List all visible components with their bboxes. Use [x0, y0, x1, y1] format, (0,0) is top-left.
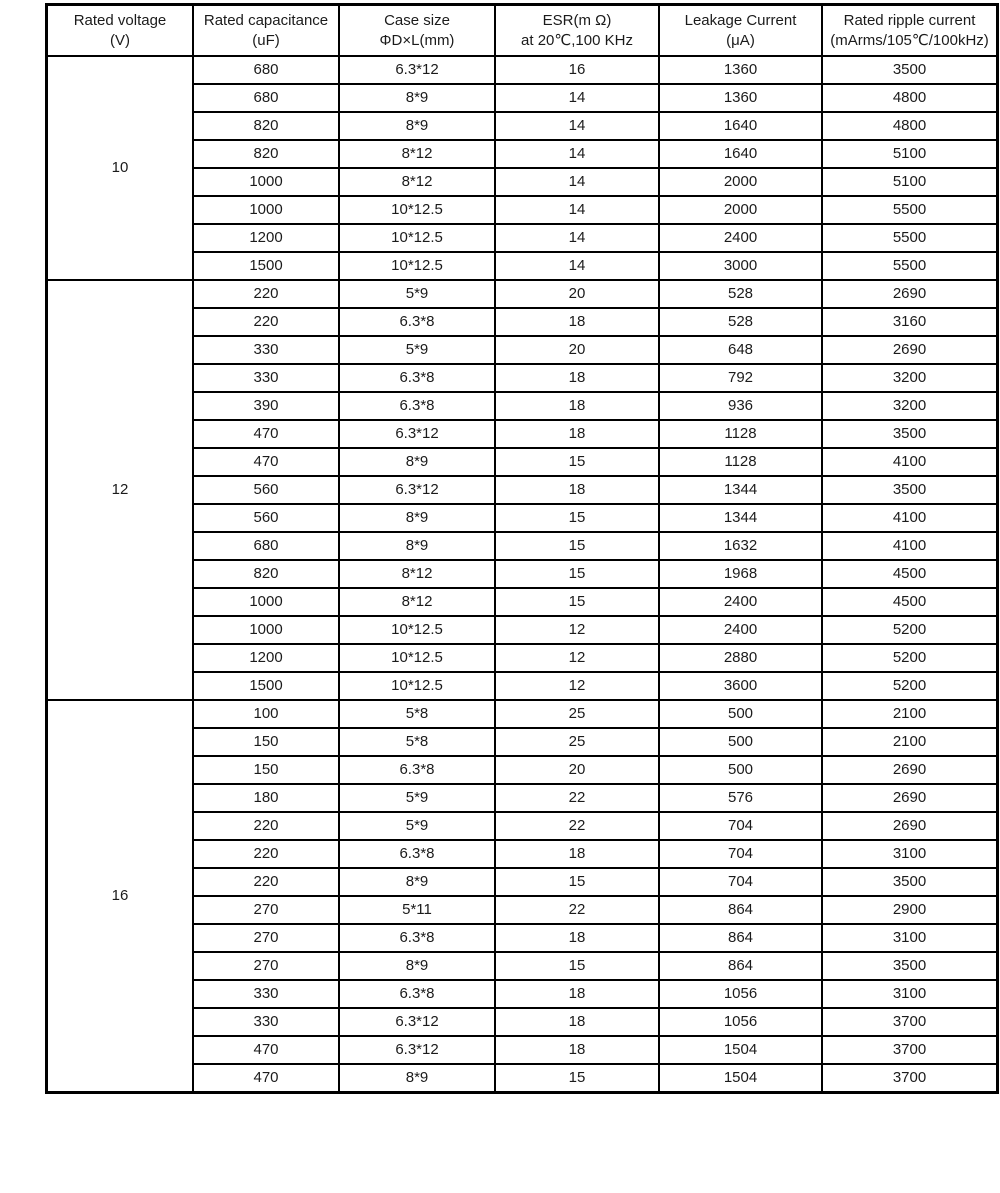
case-size-cell: 6.3*12 [339, 476, 495, 504]
capacitance-cell: 1000 [193, 196, 339, 224]
leakage-current-cell: 864 [659, 924, 822, 952]
case-size-cell: 8*9 [339, 952, 495, 980]
ripple-current-cell: 2690 [822, 784, 998, 812]
capacitance-cell: 1200 [193, 644, 339, 672]
case-size-cell: 10*12.5 [339, 644, 495, 672]
header-label: Leakage Current [684, 12, 797, 29]
ripple-current-cell: 3700 [822, 1064, 998, 1092]
leakage-current-cell: 2880 [659, 644, 822, 672]
table-row [47, 700, 998, 728]
capacitance-cell: 330 [193, 1008, 339, 1036]
ripple-current-cell: 4800 [822, 112, 998, 140]
leakage-current-cell: 3000 [659, 252, 822, 280]
capacitance-cell: 1000 [193, 616, 339, 644]
capacitance-cell: 100 [193, 700, 339, 728]
case-size-cell: 6.3*12 [339, 420, 495, 448]
esr-cell: 15 [495, 560, 659, 588]
ripple-current-cell: 5500 [822, 252, 998, 280]
case-size-cell: 5*8 [339, 700, 495, 728]
esr-cell: 18 [495, 980, 659, 1008]
leakage-current-cell: 704 [659, 868, 822, 896]
ripple-current-cell: 4500 [822, 560, 998, 588]
ripple-current-cell: 5200 [822, 616, 998, 644]
header-label: Case size [384, 12, 450, 29]
case-size-cell: 5*9 [339, 280, 495, 308]
header-rated-capacitance [193, 5, 339, 57]
ripple-current-cell: 3100 [822, 840, 998, 868]
esr-cell: 14 [495, 112, 659, 140]
leakage-current-cell: 936 [659, 392, 822, 420]
voltage-group-cell: 12 [47, 280, 194, 700]
capacitance-cell: 220 [193, 840, 339, 868]
capacitance-cell: 220 [193, 868, 339, 896]
case-size-cell: 10*12.5 [339, 224, 495, 252]
case-size-cell: 6.3*12 [339, 1008, 495, 1036]
ripple-current-cell: 2900 [822, 896, 998, 924]
esr-cell: 20 [495, 280, 659, 308]
ripple-current-cell: 2690 [822, 280, 998, 308]
capacitance-cell: 1000 [193, 168, 339, 196]
capacitance-cell: 390 [193, 392, 339, 420]
header-unit: (V) [110, 31, 130, 49]
leakage-current-cell: 1360 [659, 84, 822, 112]
leakage-current-cell: 500 [659, 728, 822, 756]
case-size-cell: 5*9 [339, 812, 495, 840]
leakage-current-cell: 864 [659, 896, 822, 924]
capacitance-cell: 270 [193, 952, 339, 980]
ripple-current-cell: 4800 [822, 84, 998, 112]
esr-cell: 14 [495, 196, 659, 224]
ripple-current-cell: 3500 [822, 56, 998, 84]
esr-cell: 25 [495, 728, 659, 756]
header-leakage-current [659, 5, 822, 57]
esr-cell: 14 [495, 252, 659, 280]
capacitance-cell: 180 [193, 784, 339, 812]
case-size-cell: 6.3*8 [339, 308, 495, 336]
esr-cell: 15 [495, 448, 659, 476]
capacitance-cell: 470 [193, 1064, 339, 1092]
esr-cell: 14 [495, 84, 659, 112]
ripple-current-cell: 2690 [822, 336, 998, 364]
case-size-cell: 6.3*8 [339, 924, 495, 952]
capacitance-cell: 330 [193, 980, 339, 1008]
capacitance-cell: 680 [193, 532, 339, 560]
capacitance-cell: 270 [193, 924, 339, 952]
capacitance-cell: 680 [193, 56, 339, 84]
case-size-cell: 6.3*8 [339, 980, 495, 1008]
ripple-current-cell: 3200 [822, 392, 998, 420]
leakage-current-cell: 792 [659, 364, 822, 392]
leakage-current-cell: 648 [659, 336, 822, 364]
ripple-current-cell: 4100 [822, 448, 998, 476]
esr-cell: 14 [495, 224, 659, 252]
header-ripple-current [822, 5, 998, 57]
esr-cell: 15 [495, 1064, 659, 1092]
capacitance-cell: 150 [193, 728, 339, 756]
leakage-current-cell: 2400 [659, 616, 822, 644]
ripple-current-cell: 2690 [822, 812, 998, 840]
capacitance-cell: 820 [193, 140, 339, 168]
esr-cell: 14 [495, 168, 659, 196]
header-label: Rated voltage [73, 12, 167, 29]
capacitance-cell: 1000 [193, 588, 339, 616]
esr-cell: 15 [495, 588, 659, 616]
esr-cell: 18 [495, 392, 659, 420]
ripple-current-cell: 5100 [822, 168, 998, 196]
leakage-current-cell: 528 [659, 280, 822, 308]
capacitance-cell: 220 [193, 280, 339, 308]
header-label: Rated capacitance [203, 12, 329, 29]
capacitance-cell: 470 [193, 448, 339, 476]
case-size-cell: 5*8 [339, 728, 495, 756]
esr-cell: 18 [495, 308, 659, 336]
ripple-current-cell: 5200 [822, 644, 998, 672]
case-size-cell: 10*12.5 [339, 196, 495, 224]
ripple-current-cell: 3500 [822, 476, 998, 504]
ripple-current-cell: 5500 [822, 224, 998, 252]
capacitance-cell: 330 [193, 364, 339, 392]
header-unit: ΦD×L(mm) [379, 31, 455, 49]
ripple-current-cell: 3700 [822, 1036, 998, 1064]
capacitance-cell: 1500 [193, 672, 339, 700]
capacitance-cell: 150 [193, 756, 339, 784]
ripple-current-cell: 5500 [822, 196, 998, 224]
esr-cell: 15 [495, 868, 659, 896]
capacitance-cell: 220 [193, 308, 339, 336]
leakage-current-cell: 528 [659, 308, 822, 336]
case-size-cell: 8*9 [339, 532, 495, 560]
ripple-current-cell: 3100 [822, 924, 998, 952]
leakage-current-cell: 1056 [659, 980, 822, 1008]
ripple-current-cell: 3700 [822, 1008, 998, 1036]
leakage-current-cell: 2000 [659, 196, 822, 224]
esr-cell: 18 [495, 1008, 659, 1036]
case-size-cell: 6.3*8 [339, 756, 495, 784]
case-size-cell: 6.3*8 [339, 364, 495, 392]
capacitance-cell: 560 [193, 476, 339, 504]
leakage-current-cell: 3600 [659, 672, 822, 700]
header-label: ESR(m Ω) [542, 12, 612, 29]
esr-cell: 22 [495, 812, 659, 840]
ripple-current-cell: 3200 [822, 364, 998, 392]
leakage-current-cell: 576 [659, 784, 822, 812]
case-size-cell: 10*12.5 [339, 252, 495, 280]
case-size-cell: 8*9 [339, 868, 495, 896]
case-size-cell: 5*9 [339, 784, 495, 812]
esr-cell: 12 [495, 644, 659, 672]
ripple-current-cell: 5100 [822, 140, 998, 168]
capacitance-cell: 270 [193, 896, 339, 924]
case-size-cell: 5*9 [339, 336, 495, 364]
leakage-current-cell: 1504 [659, 1064, 822, 1092]
esr-cell: 15 [495, 952, 659, 980]
header-case-size [339, 5, 495, 57]
esr-cell: 12 [495, 672, 659, 700]
leakage-current-cell: 2400 [659, 588, 822, 616]
esr-cell: 18 [495, 924, 659, 952]
leakage-current-cell: 1056 [659, 1008, 822, 1036]
capacitance-cell: 820 [193, 560, 339, 588]
capacitance-cell: 470 [193, 1036, 339, 1064]
header-label: Rated ripple current [843, 12, 976, 29]
ripple-current-cell: 4100 [822, 504, 998, 532]
voltage-group-cell: 10 [47, 56, 194, 280]
case-size-cell: 6.3*12 [339, 56, 495, 84]
capacitance-cell: 1200 [193, 224, 339, 252]
ripple-current-cell: 3500 [822, 420, 998, 448]
esr-cell: 22 [495, 784, 659, 812]
esr-cell: 18 [495, 1036, 659, 1064]
case-size-cell: 8*9 [339, 504, 495, 532]
esr-cell: 18 [495, 420, 659, 448]
voltage-group-cell: 16 [47, 700, 194, 1092]
case-size-cell: 8*12 [339, 168, 495, 196]
esr-cell: 18 [495, 364, 659, 392]
leakage-current-cell: 2400 [659, 224, 822, 252]
case-size-cell: 8*9 [339, 448, 495, 476]
case-size-cell: 10*12.5 [339, 672, 495, 700]
ripple-current-cell: 2100 [822, 700, 998, 728]
esr-cell: 12 [495, 616, 659, 644]
ripple-current-cell: 3100 [822, 980, 998, 1008]
ripple-current-cell: 2100 [822, 728, 998, 756]
leakage-current-cell: 1632 [659, 532, 822, 560]
header-row [47, 5, 998, 57]
ripple-current-cell: 4100 [822, 532, 998, 560]
ripple-current-cell: 3500 [822, 952, 998, 980]
leakage-current-cell: 1640 [659, 112, 822, 140]
ripple-current-cell: 5200 [822, 672, 998, 700]
case-size-cell: 8*9 [339, 112, 495, 140]
leakage-current-cell: 704 [659, 840, 822, 868]
esr-cell: 18 [495, 840, 659, 868]
case-size-cell: 8*9 [339, 1064, 495, 1092]
capacitance-cell: 470 [193, 420, 339, 448]
header-rated-voltage [47, 5, 194, 57]
capacitor-spec-table [45, 3, 999, 1094]
leakage-current-cell: 704 [659, 812, 822, 840]
esr-cell: 16 [495, 56, 659, 84]
leakage-current-cell: 864 [659, 952, 822, 980]
esr-cell: 22 [495, 896, 659, 924]
case-size-cell: 6.3*8 [339, 840, 495, 868]
leakage-current-cell: 500 [659, 756, 822, 784]
ripple-current-cell: 3500 [822, 868, 998, 896]
leakage-current-cell: 1504 [659, 1036, 822, 1064]
header-unit: (mArms/105℃/100kHz) [830, 31, 989, 49]
case-size-cell: 10*12.5 [339, 616, 495, 644]
ripple-current-cell: 4500 [822, 588, 998, 616]
esr-cell: 18 [495, 476, 659, 504]
leakage-current-cell: 1344 [659, 504, 822, 532]
case-size-cell: 8*12 [339, 588, 495, 616]
esr-cell: 20 [495, 336, 659, 364]
leakage-current-cell: 1128 [659, 420, 822, 448]
table-row [47, 280, 998, 308]
capacitance-cell: 1500 [193, 252, 339, 280]
table-row [47, 56, 998, 84]
case-size-cell: 6.3*12 [339, 1036, 495, 1064]
capacitance-cell: 330 [193, 336, 339, 364]
case-size-cell: 8*9 [339, 84, 495, 112]
leakage-current-cell: 2000 [659, 168, 822, 196]
esr-cell: 15 [495, 504, 659, 532]
esr-cell: 14 [495, 140, 659, 168]
leakage-current-cell: 500 [659, 700, 822, 728]
header-unit: (uF) [252, 31, 280, 49]
esr-cell: 15 [495, 532, 659, 560]
header-unit: (μA) [726, 31, 755, 49]
capacitance-cell: 220 [193, 812, 339, 840]
leakage-current-cell: 1968 [659, 560, 822, 588]
capacitance-cell: 680 [193, 84, 339, 112]
header-unit: at 20℃,100 KHz [521, 31, 633, 49]
ripple-current-cell: 3160 [822, 308, 998, 336]
case-size-cell: 6.3*8 [339, 392, 495, 420]
leakage-current-cell: 1640 [659, 140, 822, 168]
case-size-cell: 8*12 [339, 560, 495, 588]
header-esr [495, 5, 659, 57]
leakage-current-cell: 1360 [659, 56, 822, 84]
ripple-current-cell: 2690 [822, 756, 998, 784]
case-size-cell: 5*11 [339, 896, 495, 924]
esr-cell: 25 [495, 700, 659, 728]
case-size-cell: 8*12 [339, 140, 495, 168]
capacitance-cell: 820 [193, 112, 339, 140]
capacitance-cell: 560 [193, 504, 339, 532]
esr-cell: 20 [495, 756, 659, 784]
leakage-current-cell: 1128 [659, 448, 822, 476]
leakage-current-cell: 1344 [659, 476, 822, 504]
